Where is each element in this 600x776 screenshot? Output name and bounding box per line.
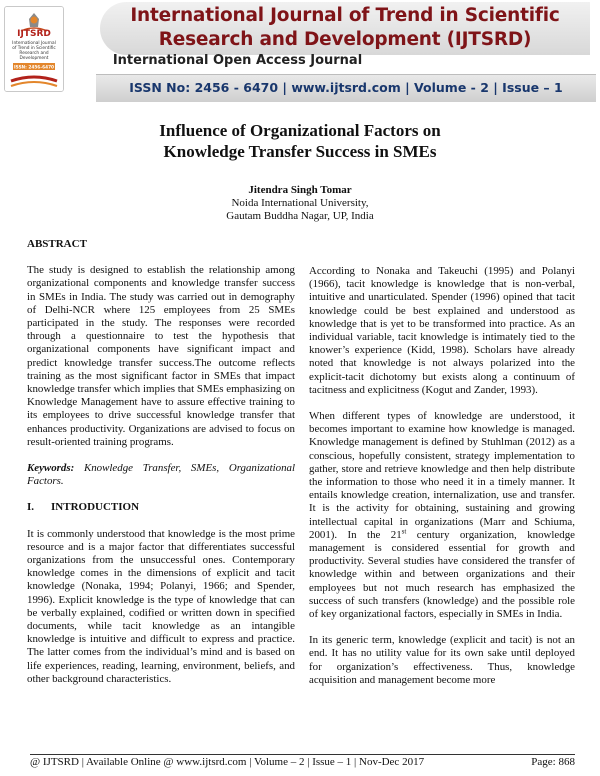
right-column: [309, 265, 575, 687]
right-paragraph-3: In its generic term, knowledge (explicit and tacit) is not an end. It has no utility value for its own sake until deployed for organization’s effectiveness. Thus, knowledge acquisition and management become more: [309, 634, 575, 686]
author-affiliation-2: Gautam Buddha Nagar, UP, India: [226, 210, 374, 222]
footer-divider: [30, 754, 575, 755]
right-paragraph-1: According to Nonaka and Takeuchi (1995) and Polanyi (1966), tacit knowledge is knowledge that is non-verbal, intuitive and unarticulated. Spender (1996) opined that tacit knowledge could be best explained and understood as knowledge that is yet to be transformed into practice. As an individual variable, tacit knowledge is intimately tied to the knower’s experience (Kidd, 1998). Scholars have already noted that knowledge is not always polarized into the explicit-tacit dichotomy but exists along a continuum of tacitness and explicitness (Kogut and Zander, 1993).: [309, 265, 575, 396]
footer-page-number: Page: 868: [531, 756, 575, 768]
right-paragraph-2: [309, 410, 575, 621]
intro-heading: [27, 501, 295, 514]
abstract-heading: ABSTRACT: [27, 238, 87, 250]
intro-title: INTRODUCTION: [51, 501, 140, 514]
intro-number: I.: [27, 501, 35, 514]
superscript-st: st: [401, 527, 407, 536]
logo-caption-3: Research and: [19, 51, 49, 56]
logo-caption-2: of Trend in Scientific: [12, 46, 56, 51]
keywords-label: Keywords:: [27, 462, 75, 475]
abstract-text: The study is designed to establish the relationship among organizational components and knowledge transfer success in SMEs in India. The study was carried out in demography of Delhi-NCR where 125 employees from 25 SMEs participated in the study. The responses were recorded through a questionnaire to test the hypothesis that organizational components have significant impact and predict knowledge transfer success.The outcome reflects training as the most significant factor in SMEs that impact knowledge transfer which implies that SMEs emphasizing on Knowledge Management have to assure effective training to its employees to drive successful knowledge transfer that enhances productivity. Organizations are advised to focus on result-oriented training programs.: [27, 264, 295, 448]
right-paragraph-2b: century organization, knowledge management is considered essential for growth and productivity. Several studies have considered the transfer of knowledge within and between organizations and their employees but not much research has emphasized the success of such transfers (knowledge) and the possible role of key organizational factors, especially in SMEs in India.: [309, 528, 575, 621]
right-paragraph-2a: When different types of knowledge are understood, it becomes important to examine how knowledge is managed. Knowledge management is defined by Stuhlman (2012) as a conscious, hopefully consistent, strategy implementation to gather, store and retrieve knowledge and then help distribute the information to those who need it in a timely manner. It entails knowledge creation, internalization, use and transfer. It is the activity for obtaining, sustaining and growing intellectual capital in organizations (Marr and Schiuma, 2001). In the 21: [309, 410, 575, 541]
keywords: [27, 462, 295, 488]
logo-name: IJTSRD: [17, 29, 51, 39]
logo-caption-4: Development: [19, 56, 49, 61]
ijtsrd-logo-icon: [5, 7, 63, 91]
open-access-label: International Open Access Journal: [112, 53, 363, 68]
author-affiliation-1: Noida International University,: [231, 197, 369, 209]
issn-band: [96, 74, 596, 102]
intro-paragraph-1: It is commonly understood that knowledge is the most prime resource and is a major factor that differentiates successful organizations from the unsuccessful ones. Contemporary knowledge comes in the dimensions of explicit and tacit knowledge (Nonaka, 1994; Polanyi, 1966; and Spender, 1996). Explicit knowledge is the type of knowledge that can be verbally explained, codified or written down in specified documents, while tacit knowledge as an intangible knowledge is intuitive and difficult to express and practice. The latter comes from the individual’s mind and is based on life experiences, reading, learning, environment, beliefs, and other background characteristics.: [27, 527, 295, 685]
logo-issn: ISSN: 2456-6470: [13, 65, 55, 71]
logo-caption-1: International Journal: [12, 41, 56, 46]
journal-header: [100, 2, 590, 55]
keywords-text: Knowledge Transfer, SMEs, Organizational Factors.: [27, 462, 295, 488]
journal-title-line1: International Journal of Trend in Scientific: [130, 5, 560, 26]
paper-title-line2: Knowledge Transfer Success in SMEs: [163, 142, 437, 161]
page-footer: [30, 756, 575, 768]
paper-title-line1: Influence of Organizational Factors on: [159, 121, 441, 140]
journal-title-line2: Research and Development (IJTSRD): [158, 29, 532, 50]
journal-title-band: [100, 2, 590, 55]
journal-logo: [4, 6, 64, 92]
issn-line: ISSN No: 2456 - 6470 | www.ijtsrd.com | Volume - 2 | Issue – 1: [129, 80, 563, 95]
author-name: Jitendra Singh Tomar: [248, 184, 352, 196]
footer-citation: @ IJTSRD | Available Online @ www.ijtsrd.com | Volume – 2 | Issue – 1 | Nov-Dec 2017: [30, 756, 425, 768]
left-column: [27, 238, 295, 686]
